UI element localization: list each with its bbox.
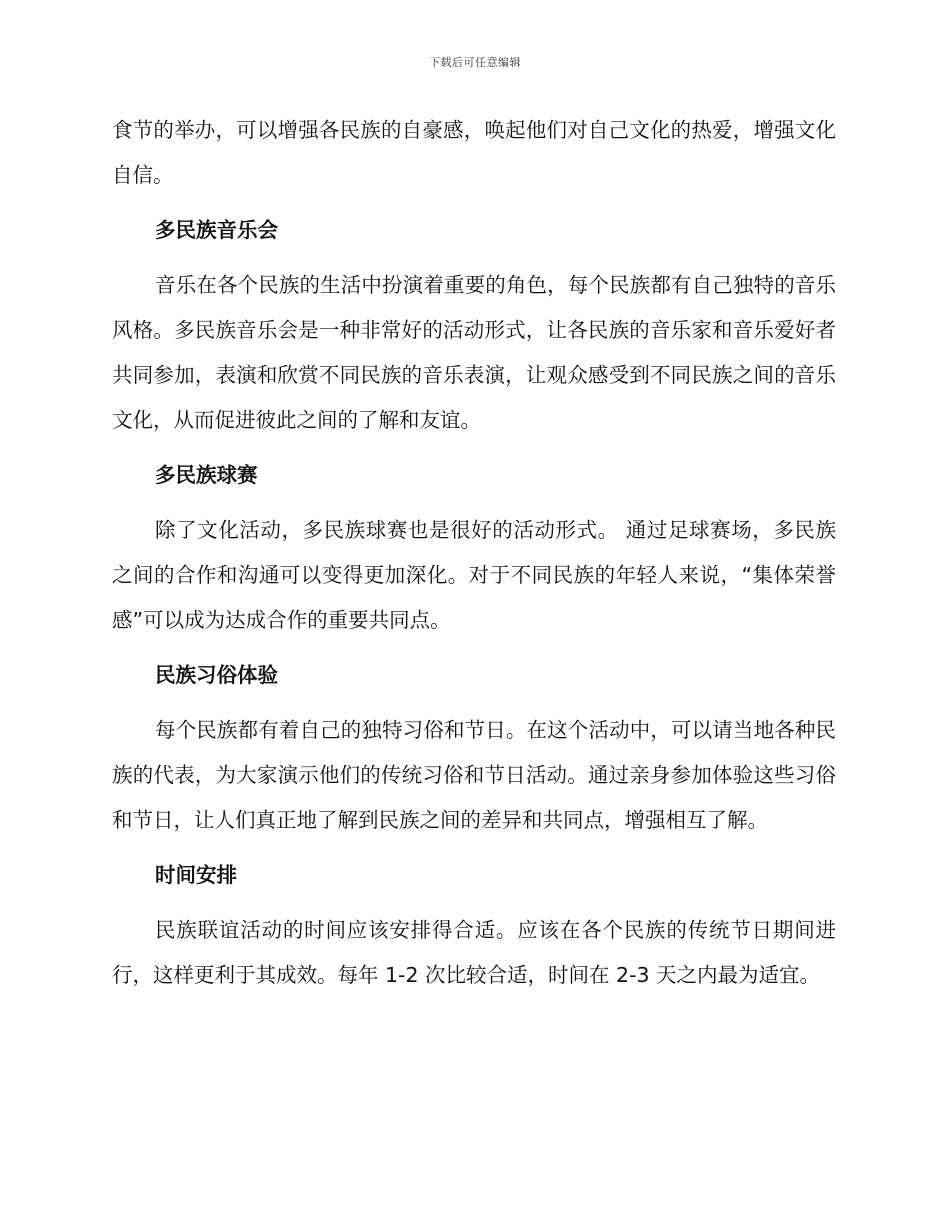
paragraph-continuation: 食节的举办，可以增强各民族的自豪感，唤起他们对自己文化的热爱，增强文化自信。 bbox=[112, 118, 836, 187]
paragraph-ball-game: 除了文化活动，多民族球赛也是很好的活动形式。 通过足球赛场，多民族之间的合作和沟通可以变得更加深化。对于不同民族的年轻人来说，“集体荣誉感”可以成为达成合作的重要共同点。 bbox=[112, 518, 836, 632]
page-header: 下载后可任意编辑 bbox=[429, 56, 521, 69]
paragraph-schedule: 民族联谊活动的时间应该安排得合适。应该在各个民族的传统节日期间进行，这样更利于其成效。每年 1-2 次比较合适，时间在 2-3 天之内最为适宜。 bbox=[112, 918, 836, 987]
heading-customs-experience: 民族习俗体验 bbox=[155, 663, 278, 687]
heading-ball-game: 多民族球赛 bbox=[155, 463, 258, 487]
heading-music-concert: 多民族音乐会 bbox=[155, 218, 278, 242]
heading-schedule: 时间安排 bbox=[155, 863, 237, 887]
paragraph-customs-experience: 每个民族都有着自己的独特习俗和节日。在这个活动中，可以请当地各种民族的代表，为大家演示他们的传统习俗和节日活动。通过亲身参加体验这些习俗和节日，让人们真正地了解到民族之间的差异和共同点，增强相互了解。 bbox=[112, 718, 836, 832]
paragraph-music-concert: 音乐在各个民族的生活中扮演着重要的角色，每个民族都有自己独特的音乐风格。多民族音乐会是一种非常好的活动形式，让各民族的音乐家和音乐爱好者共同参加，表演和欣赏不同民族的音乐表演，让观众感受到不同民族之间的音乐文化，从而促进彼此之间的了解和友谊。 bbox=[112, 273, 836, 432]
document-body bbox=[112, 108, 836, 1008]
